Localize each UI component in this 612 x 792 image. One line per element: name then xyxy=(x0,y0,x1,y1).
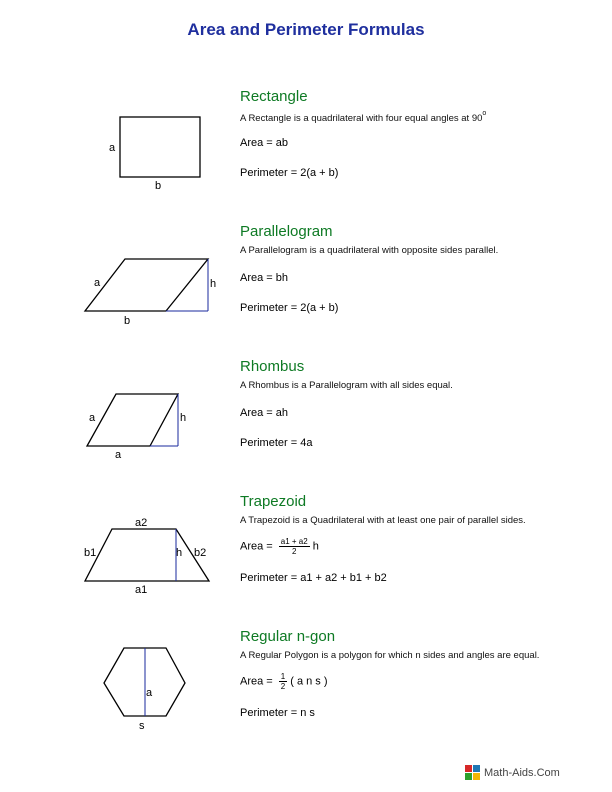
hexagon-figure xyxy=(80,628,230,758)
parallelogram-description: A Parallelogram is a quadrilateral with opposite sides parallel. xyxy=(240,245,499,256)
logo-cell-2 xyxy=(465,773,472,780)
parallelogram-label-h: h xyxy=(210,278,217,290)
regular-ngon-heading: Regular n-gon xyxy=(240,628,336,645)
parallelogram-heading: Parallelogram xyxy=(240,223,333,240)
trapezoid-shape xyxy=(85,529,209,581)
rhombus-label-h: h xyxy=(180,412,187,424)
rhombus-description: A Rhombus is a Parallelogram with all sides equal. xyxy=(240,380,453,391)
rhombus-area-formula: Area = ah xyxy=(240,407,289,419)
logo-cell-0 xyxy=(465,765,472,772)
trapezoid-description: A Trapezoid is a Quadrilateral with at least one pair of parallel sides. xyxy=(240,515,526,526)
page-title: Area and Perimeter Formulas xyxy=(187,20,425,39)
parallelogram-section xyxy=(0,223,612,353)
trapezoid-heading: Trapezoid xyxy=(240,493,307,510)
rectangle-shape xyxy=(120,117,200,177)
rhombus-label-bottom-a: a xyxy=(115,449,122,461)
parallelogram-figure xyxy=(80,223,230,353)
trapezoid-label-b2: b2 xyxy=(194,547,207,559)
rhombus-figure xyxy=(80,358,230,488)
regular-ngon-perimeter-formula: Perimeter = n s xyxy=(240,707,315,719)
footer-brand xyxy=(465,765,560,780)
trapezoid-area-formula: Area = $\frac{a1 + a2}{2}$ h xyxy=(240,537,319,556)
trapezoid-label-h: h xyxy=(176,547,183,559)
regular-ngon-section xyxy=(0,628,612,758)
parallelogram-area-formula: Area = bh xyxy=(240,272,289,284)
math-aids-logo-icon xyxy=(465,765,480,780)
rectangle-figure xyxy=(80,88,230,218)
logo-cell-3 xyxy=(473,773,480,780)
regular-ngon-area-fraction: $\frac{1}{2}$ xyxy=(280,672,286,691)
hexagon-label-s: s xyxy=(139,720,145,732)
trapezoid-section xyxy=(0,493,612,623)
hexagon-label-a: a xyxy=(146,687,153,699)
rectangle-section xyxy=(0,88,612,218)
trapezoid-figure xyxy=(80,493,230,623)
footer-brand-text: Math-Aids.Com xyxy=(484,766,560,779)
rhombus-perimeter-formula: Perimeter = 4a xyxy=(240,437,313,449)
trapezoid-label-a2: a2 xyxy=(135,517,148,529)
parallelogram-shape xyxy=(85,259,208,311)
rhombus-shape xyxy=(87,394,178,446)
logo-cell-1 xyxy=(473,765,480,772)
rectangle-area-formula: Area = ab xyxy=(240,137,289,149)
trapezoid-perimeter-formula: Perimeter = a1 + a2 + b1 + b2 xyxy=(240,572,387,584)
rhombus-heading: Rhombus xyxy=(240,358,305,375)
rectangle-heading: Rectangle xyxy=(240,88,308,105)
rhombus-section xyxy=(0,358,612,488)
rectangle-label-b: b xyxy=(155,180,162,192)
parallelogram-perimeter-formula: Perimeter = 2(a + b) xyxy=(240,302,339,314)
regular-ngon-area-formula: Area = $\frac{1}{2}$ ( a n s ) xyxy=(240,672,328,691)
trapezoid-label-b1: b1 xyxy=(84,547,97,559)
rhombus-label-a: a xyxy=(89,412,96,424)
rectangle-perimeter-formula: Perimeter = 2(a + b) xyxy=(240,167,339,179)
trapezoid-area-fraction: $\frac{a1 + a2}{2}$ xyxy=(280,537,308,556)
trapezoid-label-a1: a1 xyxy=(135,584,148,596)
rectangle-description: A Rectangle is a quadrilateral with four equal angles at 90$^o$ xyxy=(240,110,487,124)
parallelogram-label-a: a xyxy=(94,277,101,289)
rectangle-label-a: a xyxy=(109,142,116,154)
regular-ngon-description: A Regular Polygon is a polygon for which n sides and angles are equal. xyxy=(240,650,540,661)
parallelogram-label-b: b xyxy=(124,315,131,327)
